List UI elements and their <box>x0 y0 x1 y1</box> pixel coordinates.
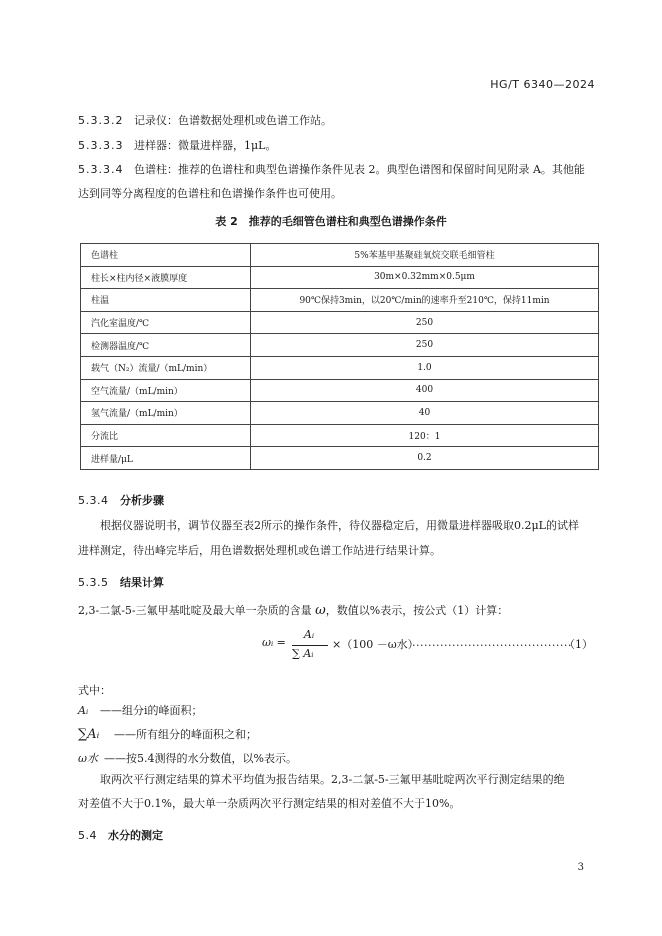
section-heading-5-3-4 <box>78 492 164 508</box>
clause-5-3-3-2 <box>78 113 332 129</box>
definition-omega-water <box>78 751 297 767</box>
formula-leader-dots: ........................................ <box>412 636 572 649</box>
clause-5-3-3-3 <box>78 138 276 154</box>
clause-text: 进样器：微量进样器，1μL。 <box>134 139 277 152</box>
section-number: 5.3.4 <box>78 494 109 507</box>
definition-symbol: ∑Aᵢ <box>78 727 100 742</box>
row-value: 400 <box>251 379 599 402</box>
operating-conditions-table <box>80 243 599 470</box>
row-label: 汽化室温度/℃ <box>81 311 251 334</box>
definition-text: ——组分i的峰面积； <box>100 704 203 717</box>
table-row <box>81 244 599 267</box>
clause-5-3-3-4-continuation: 达到同等分离程度的色谱柱和色谱操作条件也可使用。 <box>78 187 342 200</box>
clause-text: 色谱柱：推荐的色谱柱和典型色谱操作条件见表 2。典型色谱图和保留时间见附录 A。其他能 <box>134 163 585 176</box>
row-label: 载气（N₂）流量/（mL/min） <box>81 356 251 379</box>
row-label: 柱温 <box>81 289 251 312</box>
conclusion-paragraph <box>78 767 598 792</box>
table-row <box>81 311 599 334</box>
analysis-steps-paragraph-cont: 进样测定，待出峰完毕后，用色谱数据处理机或色谱工作站进行结果计算。 <box>78 544 441 557</box>
analysis-steps-paragraph <box>78 513 598 538</box>
calculation-intro <box>78 603 508 619</box>
fraction-bar <box>292 645 328 646</box>
formula-numerator: Aᵢ <box>303 628 315 641</box>
formula-denominator: ∑ Aᵢ <box>292 647 314 660</box>
section-number: 5.3.5 <box>78 576 109 589</box>
clause-number: 5.3.3.3 <box>78 139 124 152</box>
table-caption: 表 2 推荐的毛细管色谱柱和典型色谱操作条件 <box>215 215 447 228</box>
section-title: 结果计算 <box>120 576 164 589</box>
row-value: 90℃保持3min，以20℃/min的速率升至210℃，保持11min <box>251 289 599 312</box>
definition-text: ——所有组分的峰面积之和； <box>114 728 257 741</box>
intro-text: 2,3-二氯-5-三氟甲基吡啶及最大单一杂质的含量 <box>78 604 312 617</box>
row-value: 5%苯基甲基聚硅氧烷交联毛细管柱 <box>251 244 599 267</box>
clause-text: 记录仪：色谱数据处理机或色谱工作站。 <box>134 114 332 127</box>
clause-number: 5.3.3.4 <box>78 163 124 176</box>
row-label: 柱长×柱内径×液膜厚度 <box>81 266 251 289</box>
section-number: 5.4 <box>78 829 97 842</box>
row-value: 1.0 <box>251 356 599 379</box>
row-value: 0.2 <box>251 447 599 470</box>
paragraph-line: 根据仪器说明书，调节仪器至表2所示的操作条件，待仪器稳定后，用微量进样器吸取0.2μL的试样 <box>100 519 579 532</box>
section-heading-5-3-5 <box>78 574 164 590</box>
page-number: 3 <box>577 862 584 873</box>
clause-5-3-3-4 <box>78 162 585 178</box>
row-value: 250 <box>251 311 599 334</box>
section-title: 水分的测定 <box>108 829 163 842</box>
row-label: 分流比 <box>81 424 251 447</box>
definition-ai <box>78 703 203 719</box>
row-label: 检测器温度/℃ <box>81 334 251 357</box>
omega-symbol: ω <box>315 603 326 618</box>
row-value: 250 <box>251 334 599 357</box>
table-row <box>81 402 599 425</box>
definition-sum-ai <box>78 727 257 743</box>
intro-text-b: ，数值以%表示，按公式（1）计算： <box>325 604 509 617</box>
table-row <box>81 289 599 312</box>
formula-number: （1） <box>564 638 593 651</box>
table-row <box>81 424 599 447</box>
definition-symbol: Aᵢ <box>78 704 89 717</box>
row-value: 40 <box>251 402 599 425</box>
row-value: 30m×0.32mm×0.5μm <box>251 266 599 289</box>
table-row <box>81 447 599 470</box>
standard-code-header: HG/T 6340—2024 <box>490 78 595 91</box>
row-label: 色谱柱 <box>81 244 251 267</box>
table-row <box>81 356 599 379</box>
row-label: 空气流量/（mL/min） <box>81 379 251 402</box>
paragraph-line: 取两次平行测定结果的算术平均值为报告结果。2,3-二氯-5-三氟甲基吡啶两次平行测定结果的绝 <box>100 773 565 786</box>
row-label: 进样量/μL <box>81 447 251 470</box>
row-label: 氢气流量/（mL/min） <box>81 402 251 425</box>
section-heading-5-4 <box>78 827 163 843</box>
formula-lhs: ωᵢ = <box>262 636 286 649</box>
table-row <box>81 266 599 289</box>
section-title: 分析步骤 <box>120 494 164 507</box>
faint-watermark-band <box>150 903 510 917</box>
table-row <box>81 334 599 357</box>
formula-rhs: ×（100 －ω水） <box>332 638 419 651</box>
clause-number: 5.3.3.2 <box>78 114 124 127</box>
definition-text: ——按5.4测得的水分数值，以%表示。 <box>104 752 297 765</box>
table-row <box>81 379 599 402</box>
definition-symbol: ω水 <box>78 752 98 765</box>
where-label: 式中： <box>78 684 111 697</box>
formula-1 <box>262 628 602 668</box>
row-value: 120：1 <box>251 424 599 447</box>
conclusion-paragraph-cont: 对差值不大于0.1%，最大单一杂质两次平行测定结果的相对差值不大于10%。 <box>78 797 461 810</box>
